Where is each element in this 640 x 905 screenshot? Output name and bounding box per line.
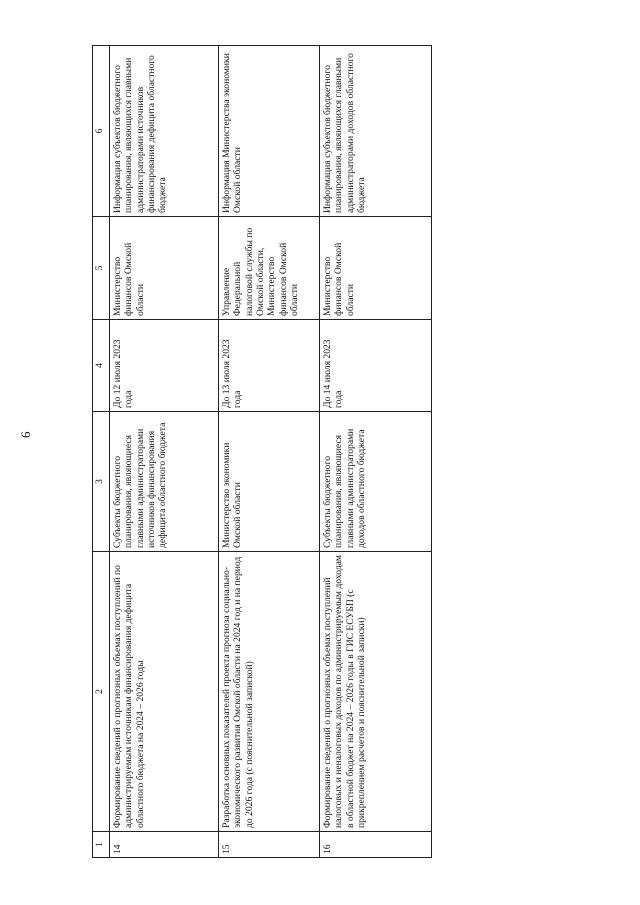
result-cell: Информация Министерства экономики Омской области: [219, 46, 320, 217]
event-cell: Формирование сведений о прогнозных объемах поступлений налоговых и неналоговых доходов по администрируемым доходам в областной бюджет на 2024 – 2026 годы в ГИС ЕСУБП (с прикреплением расчетов и пояснительной записки): [320, 552, 432, 832]
recipient-cell: Министерство финансов Омской области: [320, 217, 432, 320]
rotated-table-wrapper: [92, 46, 367, 858]
header-cell: 5: [93, 217, 110, 320]
header-cell: 2: [93, 552, 110, 832]
table-row: [110, 46, 219, 858]
result-cell: Информация субъектов бюджетного планирования, являющихся главными администраторами доходов областного бюджета: [320, 46, 432, 217]
table-row: [320, 46, 432, 858]
recipient-cell: Управление Федеральной налоговой службы по Омской области, Министерство финансов Омской области: [219, 217, 320, 320]
deadline-cell: До 14 июля 2023 года: [320, 320, 432, 412]
header-row: [93, 46, 110, 858]
responsible-cell: Министерство экономики Омской области: [219, 412, 320, 552]
deadline-cell: До 12 июля 2023 года: [110, 320, 219, 412]
header-cell: 1: [93, 832, 110, 858]
header-cell: 4: [93, 320, 110, 412]
row-number: 16: [320, 832, 432, 858]
responsible-cell: Субъекты бюджетного планирования, являющиеся главными администраторами источников финансирования дефицита областного бюджета: [110, 412, 219, 552]
schedule-table: [92, 45, 432, 858]
event-cell: Разработка основных показателей проекта прогноза социально-экономического развития Омской области на 2024 год и на период до 2026 года (с пояснительной запиской): [219, 552, 320, 832]
event-cell: Формирование сведений о прогнозных объемах поступлений по администрируемым источникам финансирования дефицита областного бюджета на 2024 – 2026 годы: [110, 552, 219, 832]
result-cell: Информация субъектов бюджетного планирования, являющихся главными администраторами источников финансирования дефицита областного бюджета: [110, 46, 219, 217]
responsible-cell: Субъекты бюджетного планирования, являющиеся главными администраторами доходов областного бюджета: [320, 412, 432, 552]
row-number: 15: [219, 832, 320, 858]
table-row: [219, 46, 320, 858]
page-number: 6: [18, 431, 33, 438]
recipient-cell: Министерство финансов Омской области: [110, 217, 219, 320]
header-cell: 3: [93, 412, 110, 552]
header-cell: 6: [93, 46, 110, 217]
table-stage: [92, 46, 367, 858]
row-number: 14: [110, 832, 219, 858]
deadline-cell: До 13 июля 2023 года: [219, 320, 320, 412]
